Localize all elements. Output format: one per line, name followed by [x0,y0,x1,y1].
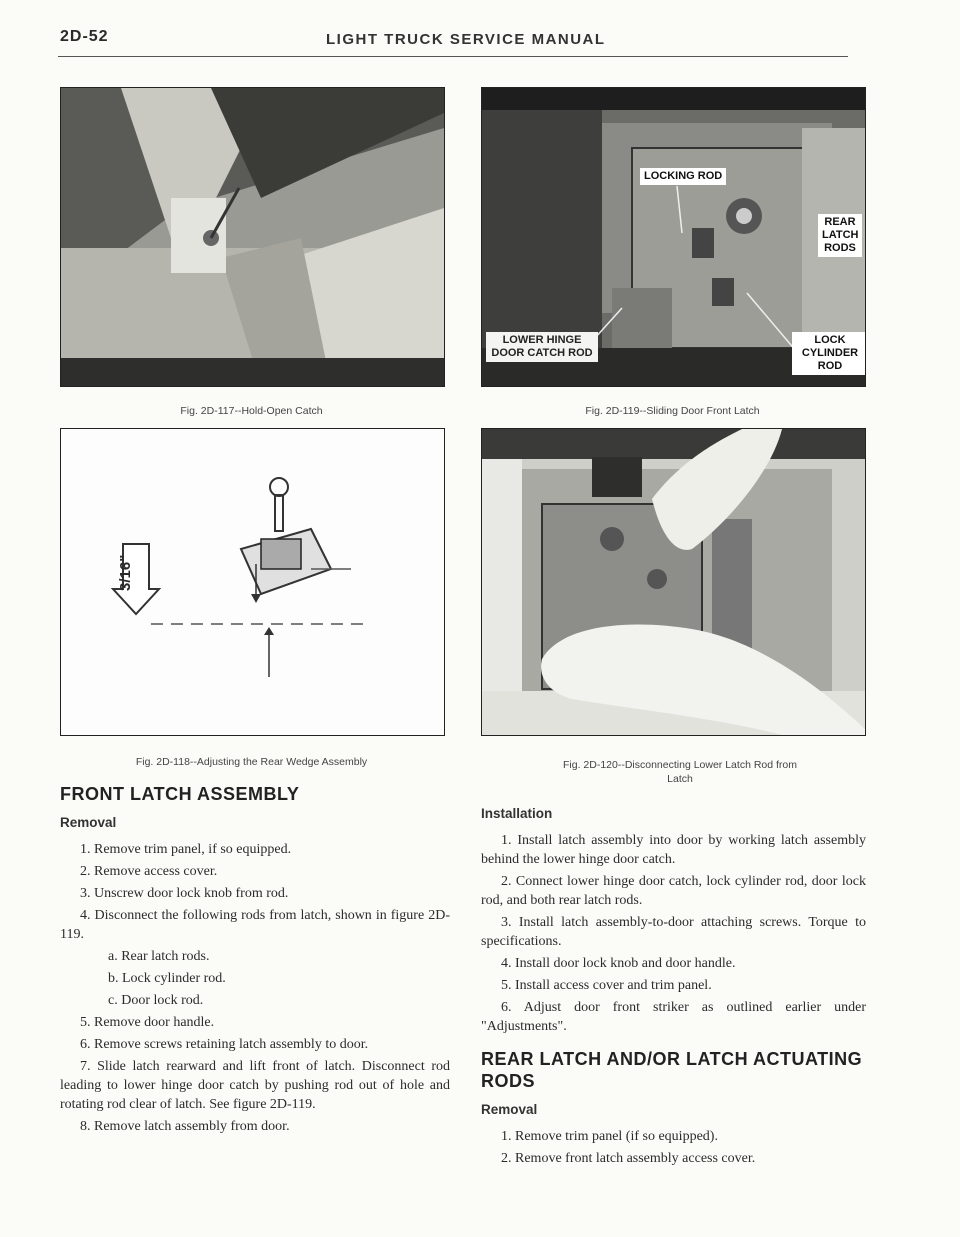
figure-120-photo [481,428,866,736]
section-heading-front-latch: FRONT LATCH ASSEMBLY [60,784,300,804]
figure-120-caption: Fig. 2D-120--Disconnecting Lower Latch Rod from Latch [562,759,798,785]
removal-step: 8. Remove latch assembly from door. [80,1119,290,1134]
subheading-removal-2: Removal [481,1102,538,1117]
removal-step: 6. Remove screws retaining latch assembly to door. [80,1037,369,1052]
installation-step: 1. Install latch assembly into door by working latch assembly behind the lower hinge door catch. [481,833,866,867]
subheading-removal: Removal [60,815,117,830]
removal-step: 7. Slide latch rearward and lift front of latch. Disconnect rod leading to lower hinge door catch by pushing rod out of hole and rotating rod clear of latch. See figure 2D-119. [60,1059,450,1112]
figure-119-caption: Fig. 2D-119--Sliding Door Front Latch [585,405,760,417]
removal-step-2: 2. Remove front latch assembly access cover. [501,1151,756,1166]
removal-step: 5. Remove door handle. [80,1015,215,1030]
figure-118-drawing [60,428,445,736]
figure-117-photo [60,87,445,387]
figure-119-photo [481,87,866,387]
removal-substep: c. Door lock rod. [108,993,204,1008]
installation-step: 6. Adjust door front striker as outlined earlier under "Adjustments". [481,1000,866,1034]
right-column [481,780,866,1171]
callout-rear-latch-rods: REAR LATCH RODS [818,214,862,257]
installation-step: 3. Install latch assembly-to-door attaching screws. Torque to specifications. [481,915,866,949]
callout-lock-cylinder-rod: LOCK CYLINDER ROD [792,332,866,375]
subheading-installation: Installation [481,806,553,821]
removal-substep: a. Rear latch rods. [108,949,210,964]
callout-locking-rod: LOCKING ROD [640,168,726,185]
section-heading-rear-latch: REAR LATCH AND/OR LATCH ACTUATING RODS [481,1049,863,1091]
removal-step: 1. Remove trim panel, if so equipped. [80,842,292,857]
removal-step: 3. Unscrew door lock knob from rod. [80,886,289,901]
callout-lower-hinge-door-catch-rod: LOWER HINGE DOOR CATCH ROD [486,332,598,362]
figure-117-caption: Fig. 2D-117--Hold-Open Catch [180,405,323,417]
removal-step: 2. Remove access cover. [80,864,218,879]
installation-step: 2. Connect lower hinge door catch, lock cylinder rod, door lock rod, and both rear latch rods. [481,874,866,908]
figure-118-caption: Fig. 2D-118--Adjusting the Rear Wedge Assembly [135,756,368,768]
removal-step: 4. Disconnect the following rods from latch, shown in figure 2D-119. [60,908,450,942]
removal-substep: b. Lock cylinder rod. [108,971,226,986]
page-title: LIGHT TRUCK SERVICE MANUAL [326,31,606,48]
header-rule [58,56,848,57]
page-number: 2D-52 [60,28,109,45]
installation-step: 4. Install door lock knob and door handle. [501,956,736,971]
removal-step-2: 1. Remove trim panel (if so equipped). [501,1129,718,1144]
installation-step: 5. Install access cover and trim panel. [501,978,712,993]
left-column [60,783,450,1139]
